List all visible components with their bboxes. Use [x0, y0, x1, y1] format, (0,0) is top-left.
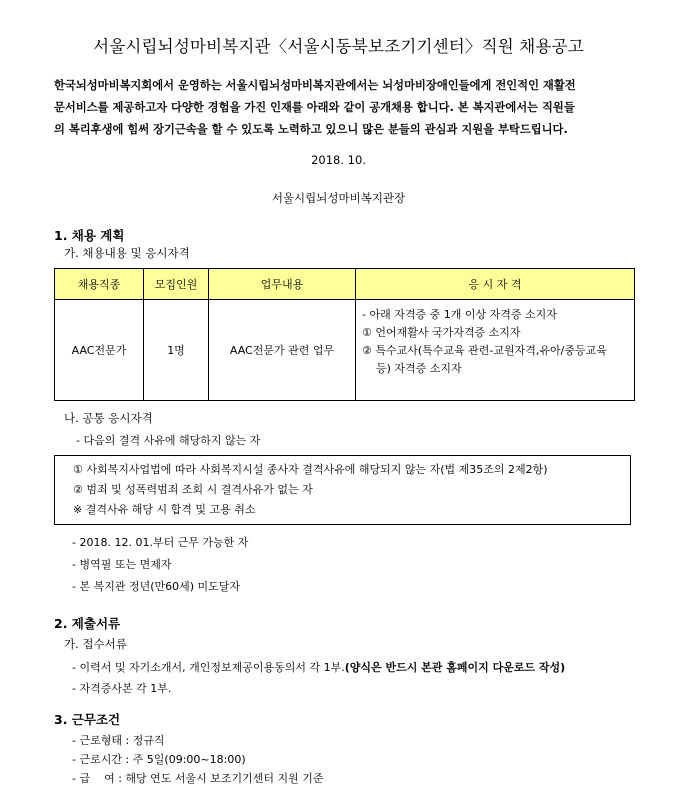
- header-count: 모집인원: [144, 269, 209, 300]
- intro-line: 한국뇌성마비복지회에서 운영하는 서울시립뇌성마비복지관에서는 뇌성마비장애인들에게 전인적인 재활전: [54, 79, 576, 92]
- posting-date: 2018. 10.: [311, 153, 366, 167]
- section-3-heading: 3. 근무조건: [54, 712, 121, 727]
- extra-requirement: - 2018. 12. 01.부터 근무 가능한 자: [72, 536, 249, 549]
- intro-paragraph: [54, 75, 634, 141]
- cell-duty: AAC전문가 관련 업무: [209, 300, 356, 401]
- header-job: 채용직종: [55, 269, 144, 300]
- cell-qualification: [356, 300, 635, 401]
- extra-requirement: - 본 복지관 정년(만60세) 미도달자: [72, 580, 241, 593]
- submission-item-text: - 이력서 및 자기소개서, 개인정보제공이용동의서 각 1부.: [72, 661, 345, 674]
- section-1-sub-b: 나. 공통 응시자격: [64, 411, 153, 425]
- box-line: ※ 결격사유 해당 시 합격 및 고용 취소: [73, 503, 256, 516]
- page-title: 서울시립뇌성마비복지관〈서울시동북보조기기센터〉직원 채용공고: [93, 37, 584, 56]
- qualification-line: 등) 자격증 소지자: [362, 362, 462, 375]
- recruitment-table: [54, 268, 635, 401]
- header-qualification: 응 시 자 격: [356, 269, 635, 300]
- section-2-heading: 2. 제출서류: [54, 616, 121, 631]
- disqualification-box: [54, 455, 631, 525]
- organization-signature: 서울시립뇌성마비복지관장: [271, 191, 406, 205]
- submission-item: - 자격증사본 각 1부.: [72, 682, 172, 695]
- submission-item-note: (양식은 반드시 본관 홈페이지 다운로드 작성): [344, 661, 566, 674]
- cell-job: AAC전문가: [55, 300, 144, 401]
- qualification-line: ② 특수교사(특수교육 관련-교원자격,유아/중등교육: [362, 344, 607, 357]
- table-header-row: [55, 269, 635, 300]
- qualification-line: - 아래 자격증 중 1개 이상 자격증 소지자: [362, 308, 557, 321]
- box-line: ① 사회복지사업법에 따라 사회복지시설 종사자 결격사유에 해당되지 않는 자(법 제35조의 2제2항): [73, 463, 548, 476]
- intro-line: 문서비스를 제공하고자 다양한 경험을 가진 인재를 아래와 같이 공개채용 합니다. 본 복지관에서는 직원들: [54, 101, 575, 114]
- cell-count: 1명: [144, 300, 209, 401]
- section-1-sub-a: 가. 채용내용 및 응시자격: [64, 246, 190, 260]
- header-duty: 업무내용: [209, 269, 356, 300]
- work-condition: - 근로시간 : 주 5일(09:00~18:00): [72, 753, 246, 766]
- work-condition: - 급 여 : 해당 연도 서울시 보조기기센터 지원 기준: [72, 772, 324, 785]
- extra-requirement: - 병역필 또는 면제자: [72, 558, 172, 571]
- section-1-sub-b-note: - 다음의 결격 사유에 해당하지 않는 자: [76, 434, 261, 447]
- work-condition: - 근로형태 : 정규직: [72, 734, 165, 747]
- table-row: [55, 300, 635, 401]
- qualification-line: ① 언어재활사 국가자격증 소지자: [362, 326, 521, 339]
- submission-item: [72, 659, 565, 675]
- intro-line: 의 복리후생에 힘써 장기근속을 할 수 있도록 노력하고 있으니 많은 분들의 관심과 지원을 부탁드립니다.: [54, 123, 568, 136]
- section-2-sub-a: 가. 접수서류: [64, 637, 127, 651]
- box-line: ② 범죄 및 성폭력범죄 조회 시 결격사유가 없는 자: [73, 483, 313, 496]
- section-1-heading: 1. 채용 계획: [54, 228, 125, 243]
